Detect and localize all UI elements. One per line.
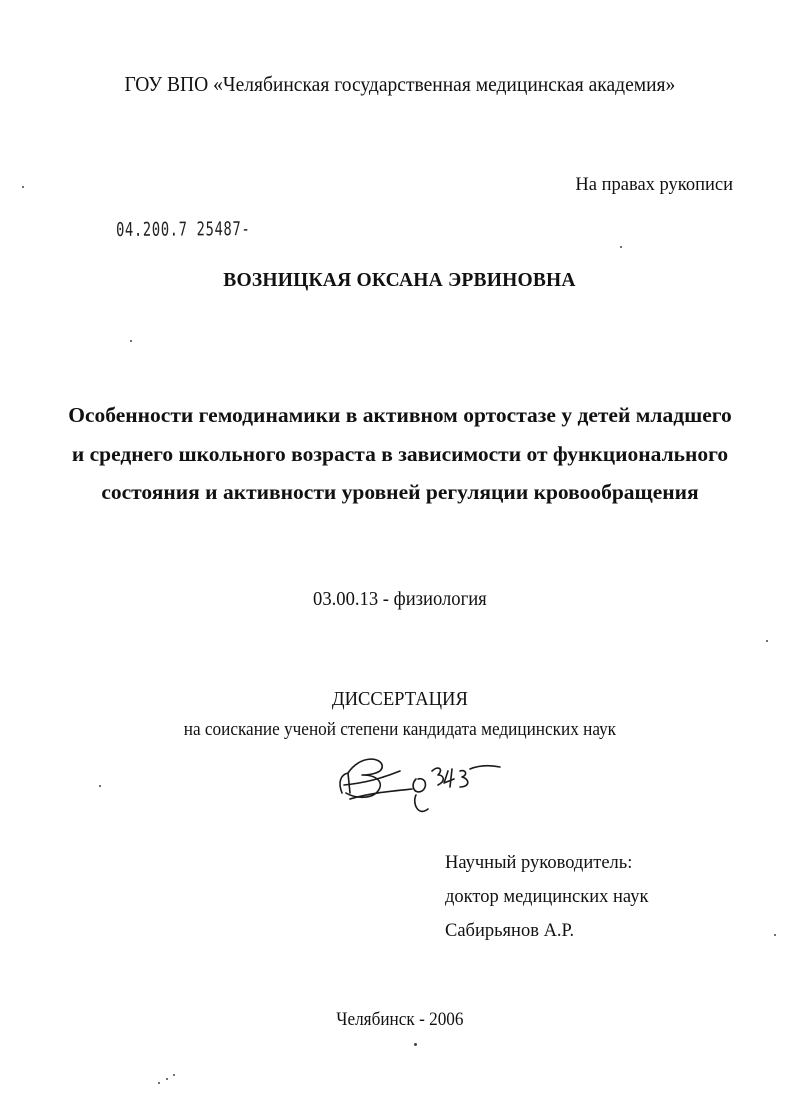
- institution-name: ГОУ ВПО «Челябинская государственная медицинская академия»: [124, 72, 676, 96]
- scan-speck: [414, 1043, 417, 1046]
- dissertation-title: Особенности гемодинамики в активном ортостазе у детей младшего и среднего школьного возраста в зависимости от функционального состояния и активности уровней регуляции кровообращения: [68, 403, 732, 504]
- supervisor-heading: Научный руководитель:: [445, 853, 633, 873]
- scan-speck: [620, 246, 622, 248]
- scan-speck: [173, 1074, 175, 1076]
- document-type: ДИССЕРТАЦИЯ: [331, 688, 468, 710]
- scan-speck: [166, 1078, 168, 1080]
- signature-icon: [320, 745, 520, 825]
- manuscript-rights-note: На правах рукописи: [575, 175, 733, 195]
- scan-speck: [22, 186, 24, 188]
- registry-stamp: 04.200.7 25487-: [116, 218, 251, 241]
- supervisor-block: [445, 846, 648, 948]
- scan-speck: [766, 640, 768, 642]
- scan-speck: [158, 1082, 160, 1084]
- author-name: ВОЗНИЦКАЯ ОКСАНА ЭРВИНОВНА: [223, 270, 576, 291]
- degree-line: на соискание ученой степени кандидата медицинских наук: [183, 720, 617, 740]
- scan-speck: [99, 785, 101, 787]
- scan-speck: [774, 934, 776, 936]
- scan-speck: [130, 340, 132, 342]
- supervisor-name: Сабирьянов А.Р.: [445, 921, 575, 941]
- handwritten-signature: [320, 745, 520, 830]
- specialty-code: 03.00.13 - физиология: [313, 588, 487, 610]
- supervisor-rank: доктор медицинских наук: [445, 887, 649, 907]
- city-year: Челябинск - 2006: [336, 1010, 464, 1030]
